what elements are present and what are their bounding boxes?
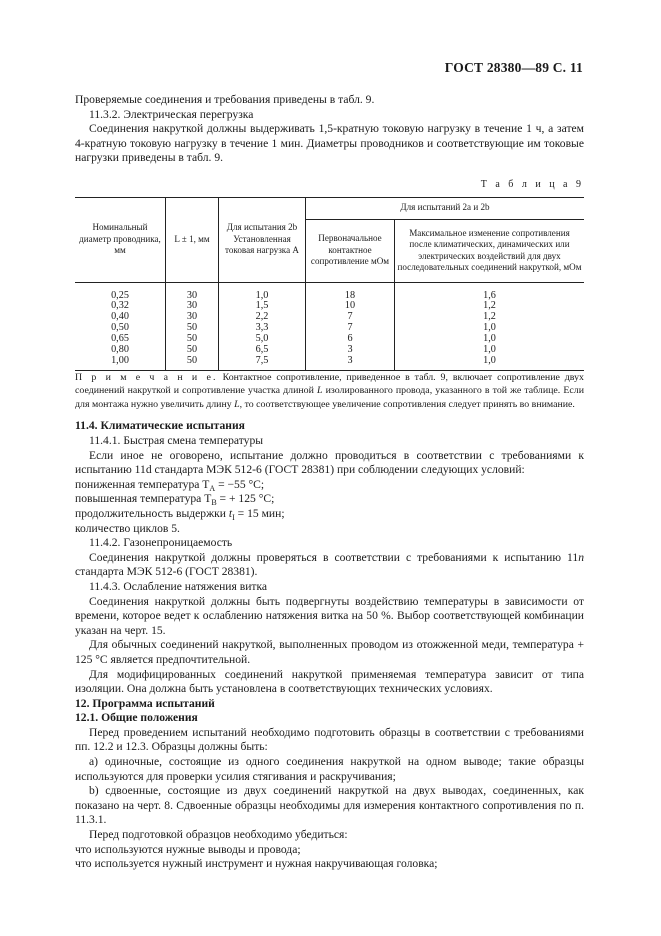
table-row [75, 323, 584, 334]
table-cell: 3,3 [219, 323, 306, 334]
table-row [75, 356, 584, 370]
sample-type-a: а) одиночные, состоящие из одного соединения накруткой на одном выводе; такие образцы используются для проверки усилия стягивания и раскручивания; [75, 755, 584, 783]
check-item-1: что используются нужные выводы и провода; [75, 842, 301, 856]
section-title-11-4: 11.4. Климатические испытания [75, 419, 245, 433]
general-paragraph: Перед проведением испытаний необходимо подготовить образцы в соответствии с требованиями пп. 12.2 и 12.3. Образцы должны быть: [75, 725, 584, 754]
table-cell: 0,40 [75, 312, 166, 323]
condition-high-temp: повышенная температура $T_B$ = + 125 °С; [75, 492, 275, 508]
table-9 [75, 197, 584, 371]
check-intro: Перед подготовкой образцов необходимо убедиться: [89, 828, 348, 842]
table-cell: 50 [166, 334, 219, 345]
table-cell: 1,0 [395, 345, 585, 356]
table-cell: 18 [306, 282, 395, 301]
intro-paragraph: Проверяемые соединения и требования приведены в табл. 9. [75, 93, 375, 106]
note-label: П р и м е ч а н и е. [75, 371, 218, 383]
condition-cycles: количество циклов 5. [75, 521, 180, 535]
col-header-max-change: Максимальное изменение сопротивления после климатических, динамических или электрических воздействий для двух последовательных соединений накруткой, мОм [395, 219, 585, 282]
table-cell: 10 [306, 301, 395, 312]
table-cell: 6 [306, 334, 395, 345]
page-header: ГОСТ 28380—89 С. 11 [444, 60, 583, 75]
table-cell: 0,50 [75, 323, 166, 334]
table-row [75, 301, 584, 312]
table-cell: 1,6 [395, 282, 585, 301]
table-row [75, 282, 584, 301]
col-header-current: Для испытания 2b Установленная токовая нагрузка А [219, 197, 306, 282]
overload-paragraph: Соединения накруткой должны выдерживать 1,5-кратную токовую нагрузку в течение 1 ч, а затем 4-кратную токовую нагрузку в течение 1 мин. Диаметры проводников и соответствующие им токовые нагрузки приведены в табл. 9. [75, 122, 584, 165]
condition-duration: продолжительность выдержки $t_I = 15$ мин; [75, 506, 285, 522]
check-item-2: что используется нужный инструмент и нужная накручивающая головка; [75, 857, 438, 871]
subsection-title-12-1: 12.1. Общие положения [75, 711, 198, 725]
stress-relax-paragraph-1: Соединения накруткой должны быть подвергнуты воздействию температуры в зависимости от времени, которое ведет к ослаблению натяжения витка на 50 %. Выбор соответствующей комбинации указан на черт. 15. [75, 594, 584, 637]
col-header-group: Для испытаний 2а и 2b [306, 197, 585, 219]
table-cell: 0,32 [75, 301, 166, 312]
table-row [75, 312, 584, 323]
thermal-shock-paragraph: Если иное не оговорено, испытание должно проводиться в соответствии с требованиями к испытанию 11d стандарта МЭК 512-6 (ГОСТ 28381) при соблюдении следующих условий: [75, 448, 584, 477]
table-cell: 50 [166, 345, 219, 356]
table-row [75, 334, 584, 345]
table-cell: 2,2 [219, 312, 306, 323]
table-cell: 1,0 [395, 323, 585, 334]
document-body [75, 93, 584, 872]
table-cell: 3 [306, 356, 395, 370]
col-header-initial-resistance: Первоначальное контактное сопротивление мОм [306, 219, 395, 282]
stress-relax-paragraph-3: Для модифицированных соединений накруткой применяемая температура зависит от типа изоляции. Она должна быть установлена в соответствующих технических условиях. [75, 667, 584, 696]
table-cell: 1,0 [395, 356, 585, 370]
table-cell: 1,5 [219, 301, 306, 312]
gas-tight-paragraph: Соединения накруткой должны проверяться в соответствии с требованиями к испытанию 11n стандарта МЭК 512-6 (ГОСТ 28381). [75, 550, 584, 579]
subsection-title-11-3-2: 11.3.2. Электрическая перегрузка [89, 107, 254, 121]
table-caption: Т а б л и ц а 9 [480, 178, 584, 190]
table-cell: 0,80 [75, 345, 166, 356]
table-cell: 7 [306, 312, 395, 323]
table-cell: 1,00 [75, 356, 166, 370]
table-cell: 6,5 [219, 345, 306, 356]
table-note: П р и м е ч а н и е. Контактное сопротивление, приведенное в табл. 9, включает сопротивление двух соединений накруткой и сопротивление участка длиной L изолированного провода, указанного в той же таблице. Если для монтажа нужно увеличить длину L, то соответствующее увеличение сопротивления следует принять во внимание. [75, 371, 584, 410]
table-cell: 7,5 [219, 356, 306, 370]
table-cell: 0,25 [75, 282, 166, 301]
subsection-title-11-4-2: 11.4.2. Газонепроницаемость [89, 536, 233, 550]
table-cell: 50 [166, 356, 219, 370]
table-cell: 0,65 [75, 334, 166, 345]
table-cell: 30 [166, 312, 219, 323]
subsection-title-11-4-3: 11.4.3. Ослабление натяжения витка [89, 579, 268, 593]
stress-relax-paragraph-2: Для обычных соединений накруткой, выполненных проводом из отожженной меди, температура + 125 °С является предпочтительной. [75, 638, 584, 666]
table-cell: 3 [306, 345, 395, 356]
table-cell: 1,0 [219, 282, 306, 301]
condition-low-temp: пониженная температура $T_A = -55$ °С; [75, 477, 265, 493]
table-cell: 1,2 [395, 301, 585, 312]
section-title-12: 12. Программа испытаний [75, 696, 215, 710]
subsection-title-11-4-1: 11.4.1. Быстрая смена температуры [89, 434, 264, 447]
table-cell: 1,2 [395, 312, 585, 323]
table-row [75, 345, 584, 356]
table-cell: 30 [166, 282, 219, 301]
table-cell: 5,0 [219, 334, 306, 345]
table-cell: 30 [166, 301, 219, 312]
col-header-length: L ± 1, мм [166, 197, 219, 282]
table-cell: 7 [306, 323, 395, 334]
sample-type-b: b) сдвоенные, состоящие из двух соединений накруткой на двух выводах, соединенных, как показано на черт. 8. Сдвоенные образцы необходимы для измерения контактного сопротивления по п. 11.3.1. [75, 784, 584, 827]
table-cell: 1,0 [395, 334, 585, 345]
col-header-diameter: Номинальный диаметр проводника, мм [75, 197, 166, 282]
table-cell: 50 [166, 323, 219, 334]
